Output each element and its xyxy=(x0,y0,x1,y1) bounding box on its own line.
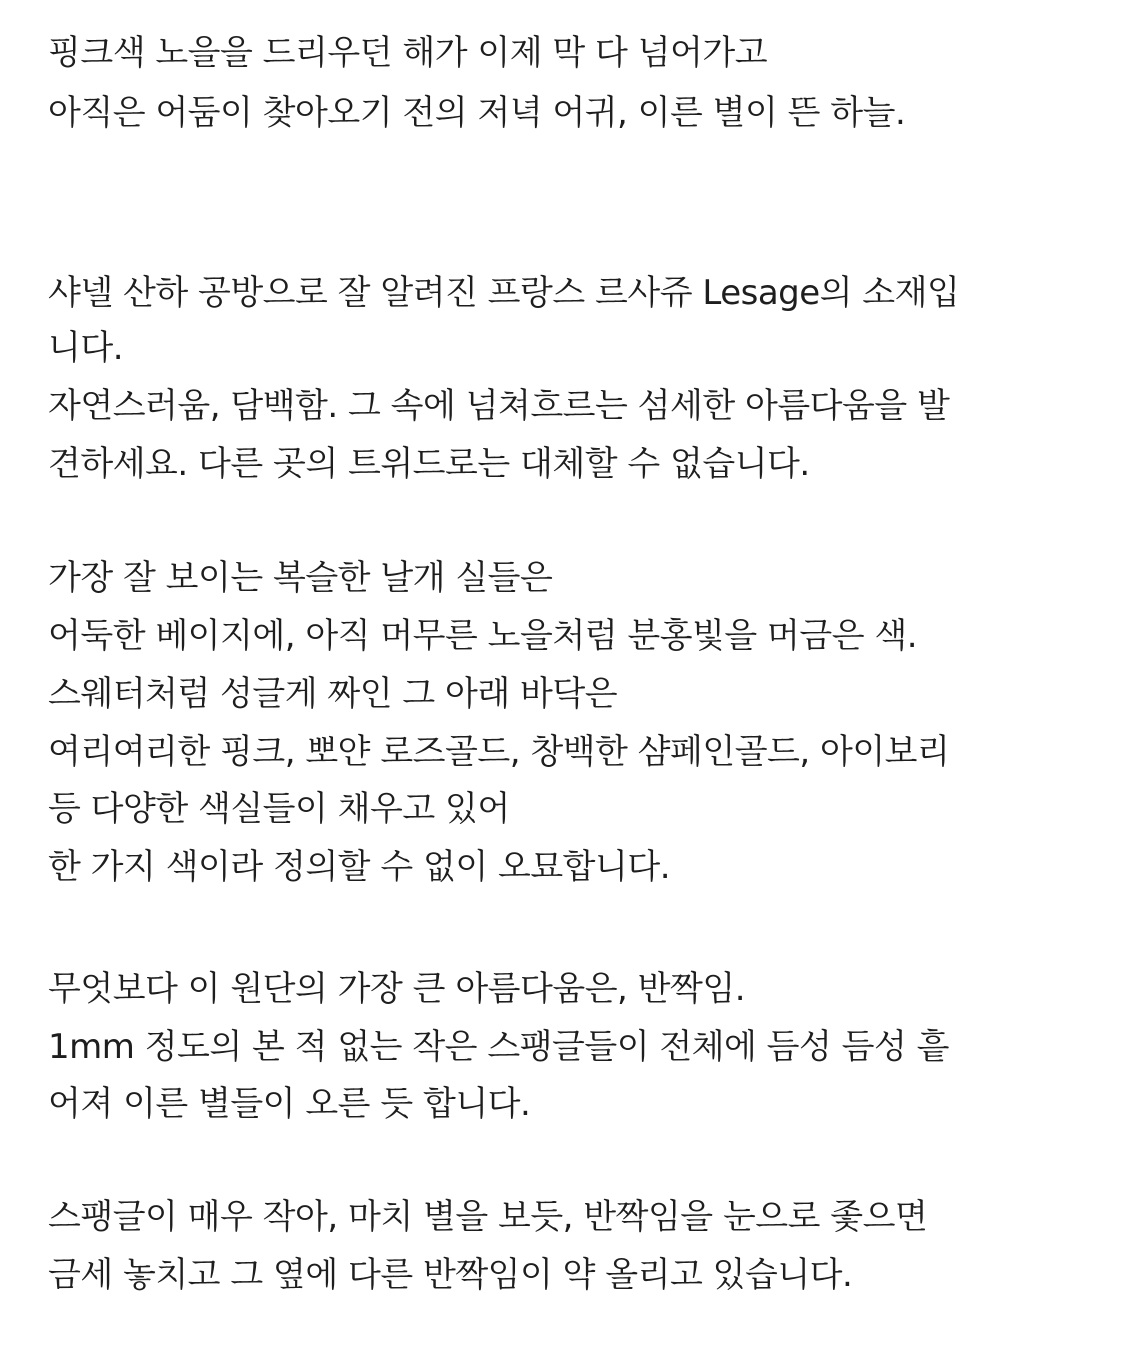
paragraph-3-line-3: 스웨터처럼 성글게 짜인 그 아래 바닥은 xyxy=(48,674,618,714)
paragraph-3-line-2: 어둑한 베이지에, 아직 머무른 노을처럼 분홍빛을 머금은 색. xyxy=(48,616,918,656)
paragraph-3-line-5: 등 다양한 색실들이 채우고 있어 xyxy=(48,789,510,829)
paragraph-4-line-3: 어져 이른 별들이 오른 듯 합니다. xyxy=(48,1084,531,1124)
paragraph-2-line-4: 견하세요. 다른 곳의 트위드로는 대체할 수 없습니다. xyxy=(48,444,810,484)
paragraph-2-line-1: 샤넬 산하 공방으로 잘 알려진 프랑스 르사쥬 Lesage의 소재입 xyxy=(48,273,960,313)
paragraph-5-line-1: 스팽글이 매우 작아, 마치 별을 보듯, 반짝임을 눈으로 좇으면 xyxy=(48,1197,928,1237)
paragraph-2-line-3: 자연스러움, 담백함. 그 속에 넘쳐흐르는 섬세한 아름다움을 발 xyxy=(48,386,950,426)
paragraph-1-line-1: 핑크색 노을을 드리우던 해가 이제 막 다 넘어가고 xyxy=(48,33,768,73)
paragraph-3-line-4: 여리여리한 핑크, 뽀얀 로즈골드, 창백한 샴페인골드, 아이보리 xyxy=(48,732,950,772)
paragraph-5-line-2: 금세 놓치고 그 옆에 다른 반짝임이 약 올리고 있습니다. xyxy=(48,1255,853,1295)
paragraph-4-line-2: 1mm 정도의 본 적 없는 작은 스팽글들이 전체에 듬성 듬성 흩 xyxy=(48,1027,950,1067)
paragraph-3-line-6: 한 가지 색이라 정의할 수 없이 오묘합니다. xyxy=(48,847,670,887)
paragraph-3-line-1: 가장 잘 보이는 복슬한 날개 실들은 xyxy=(48,558,553,598)
paragraph-4-line-1: 무엇보다 이 원단의 가장 큰 아름다움은, 반짝임. xyxy=(48,969,745,1009)
paragraph-2-line-2: 니다. xyxy=(48,328,123,368)
paragraph-1-line-2: 아직은 어둠이 찾아오기 전의 저녁 어귀, 이른 별이 뜬 하늘. xyxy=(48,93,906,133)
